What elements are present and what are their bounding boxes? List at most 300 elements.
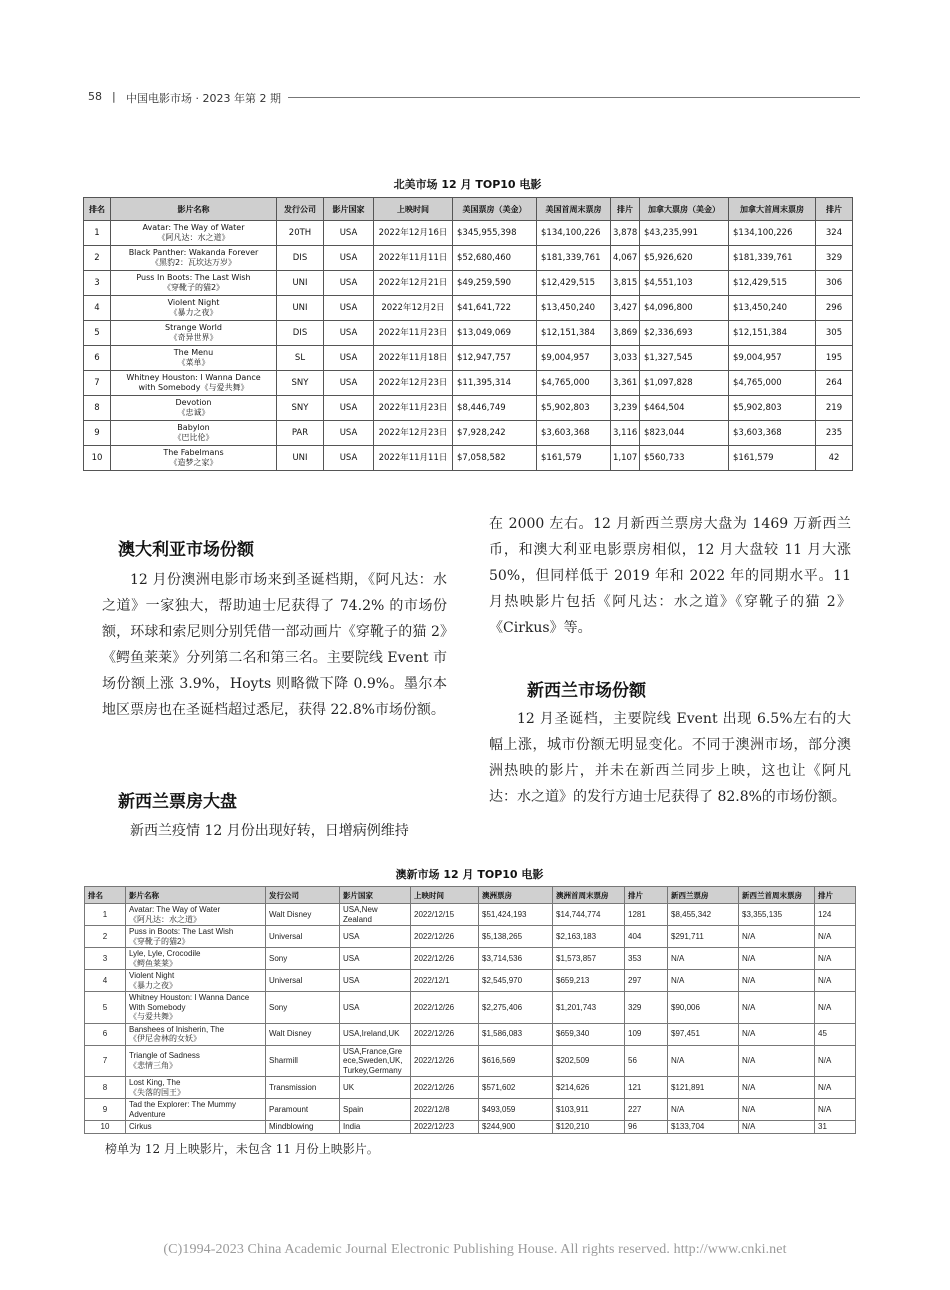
table-cell: 264: [816, 371, 853, 396]
table-cell: USA: [324, 421, 374, 446]
table-cell: USA: [324, 346, 374, 371]
film-title-cn: 《黑豹2：瓦坎达万岁》: [150, 258, 237, 267]
table-cell: [126, 1099, 266, 1121]
table-cell: 195: [816, 346, 853, 371]
table-row: [85, 970, 856, 992]
table-cell: USA: [324, 321, 374, 346]
table-cell: $12,151,384: [537, 321, 611, 346]
table-cell: N/A: [668, 1045, 739, 1077]
table-cell: 2022/12/15: [411, 904, 479, 926]
cell-line: Triangle of Sadness: [129, 1051, 200, 1061]
table-cell: 9: [84, 421, 111, 446]
table-cell: N/A: [815, 926, 856, 948]
film-title-cn: 《穿靴子的猫2》: [162, 283, 225, 292]
paragraph-au-share: 12 月份澳洲电影市场来到圣诞档期，《阿凡达：水之道》一家独大，帮助迪士尼获得了 74.2% 的市场份额，环球和索尼则分别凭借一部动画片《穿靴子的猫 2》《鳄鱼莱莱》分列第二名和第三名。主要院线 Event 市场份额上涨 3.9%，Hoyts 则略微下降 0.9%。墨尔本地区票房也在圣诞档超过悉尼，获得 22.8%市场份额。: [102, 572, 447, 718]
table-row: [85, 926, 856, 948]
table-cell: $52,680,460: [453, 246, 537, 271]
table-cell: USA: [324, 371, 374, 396]
table-cell: 31: [815, 1121, 856, 1134]
table-cell: USA: [324, 246, 374, 271]
table-cell: [126, 926, 266, 948]
table-cell: 3,116: [611, 421, 640, 446]
table-cell: 2: [85, 926, 126, 948]
table-cell: N/A: [739, 1045, 815, 1077]
table-cell: 10: [85, 1121, 126, 1134]
cell-line: 《鳄鱼莱莱》: [129, 958, 177, 968]
table-cell: $616,569: [479, 1045, 553, 1077]
table-cell: $2,336,693: [640, 321, 729, 346]
table-cell: $1,573,857: [553, 948, 625, 970]
table-cell: 6: [85, 1023, 126, 1045]
table-cell: $2,545,970: [479, 970, 553, 992]
table-cell: 2022/12/26: [411, 926, 479, 948]
table-cell: [340, 970, 411, 992]
table-cell: Sharmill: [266, 1045, 340, 1077]
table-cell: $5,926,620: [640, 246, 729, 271]
table-cell: 96: [625, 1121, 668, 1134]
north-america-top10-table: [83, 197, 853, 471]
table-cell: 2022年12月23日: [374, 421, 453, 446]
table-cell: 3,815: [611, 271, 640, 296]
table-row: [85, 992, 856, 1024]
table-cell: $121,891: [668, 1077, 739, 1099]
table-cell: 2022/12/26: [411, 1023, 479, 1045]
table-cell: N/A: [815, 948, 856, 970]
table-cell: N/A: [668, 1099, 739, 1121]
section-title-au-share: 澳大利亚市场份额: [118, 540, 254, 560]
table-cell: 2022/12/23: [411, 1121, 479, 1134]
table-row: [85, 948, 856, 970]
table-cell: [111, 246, 277, 271]
film-title-cn: 《菜单》: [177, 358, 210, 367]
table-cell: 2: [84, 246, 111, 271]
film-title-en: Babylon: [177, 423, 210, 432]
table1-header-cell: 美国票房（美金）: [453, 198, 537, 221]
table-cell: N/A: [815, 970, 856, 992]
paragraph-nz-box-part1: 新西兰疫情 12 月份出现好转，日增病例维持: [130, 823, 409, 839]
table1-header-row: [84, 198, 853, 221]
table-cell: 2022年11月23日: [374, 396, 453, 421]
table-cell: 296: [816, 296, 853, 321]
table-cell: 353: [625, 948, 668, 970]
table-cell: $41,641,722: [453, 296, 537, 321]
table-cell: USA: [324, 271, 374, 296]
table-cell: 2022年11月23日: [374, 321, 453, 346]
cell-line: Violent Night: [129, 971, 175, 980]
table-row: [85, 1121, 856, 1134]
table-cell: $659,340: [553, 1023, 625, 1045]
cell-line: USA: [343, 1002, 360, 1012]
table-cell: $214,626: [553, 1077, 625, 1099]
table-cell: $90,006: [668, 992, 739, 1024]
table-row: [84, 221, 853, 246]
table-cell: 8: [84, 396, 111, 421]
paragraph-nz-box-part2: 在 2000 左右。12 月新西兰票房大盘为 1469 万新西兰币，和澳大利亚电影票房相似，12 月大盘较 11 月大涨 50%，但同样低于 2019 年和 2022 年的同期水平。11 月热映影片包括《阿凡达：水之道》《穿靴子的猫 2》《Cirkus》等。: [489, 516, 851, 636]
header-separator: |: [112, 90, 116, 103]
table-cell: 3,878: [611, 221, 640, 246]
table-row: [85, 1099, 856, 1121]
table-cell: Walt Disney: [266, 1023, 340, 1045]
table-cell: $3,355,135: [739, 904, 815, 926]
cell-line: Whitney Houston: I Wanna Dance: [129, 993, 250, 1002]
table2-header-row: [85, 887, 856, 904]
film-title-en: Whitney Houston: I Wanna Dance: [126, 373, 261, 382]
running-header: [88, 90, 860, 106]
table-cell: $5,138,265: [479, 926, 553, 948]
table2-header-cell: 上映时间: [411, 887, 479, 904]
section-title-nz-share: 新西兰市场份额: [527, 681, 646, 701]
table-cell: USA: [324, 296, 374, 321]
table-cell: $7,928,242: [453, 421, 537, 446]
cell-line: ece,Sweden,UK,: [343, 1056, 403, 1065]
cell-line: 《伊尼舍林的女妖》: [129, 1034, 201, 1043]
table1-header-cell: 影片名称: [111, 198, 277, 221]
table-cell: 2022年12月16日: [374, 221, 453, 246]
table-cell: 1: [85, 904, 126, 926]
table2-header-cell: 影片国家: [340, 887, 411, 904]
table-row: [84, 271, 853, 296]
table-cell: 329: [625, 992, 668, 1024]
table-cell: 9: [85, 1099, 126, 1121]
table-cell: 306: [816, 271, 853, 296]
table-cell: 3,239: [611, 396, 640, 421]
table-cell: 4,067: [611, 246, 640, 271]
table2-header-cell: 澳洲首周末票房: [553, 887, 625, 904]
table-cell: N/A: [815, 992, 856, 1024]
table-row: [84, 421, 853, 446]
table-cell: $291,711: [668, 926, 739, 948]
table-cell: [126, 1077, 266, 1099]
film-title-en: The Menu: [173, 348, 214, 357]
table-cell: $244,900: [479, 1121, 553, 1134]
table-cell: $11,395,314: [453, 371, 537, 396]
cell-line: 《暴力之夜》: [129, 980, 177, 990]
table-cell: USA: [324, 396, 374, 421]
table-cell: [111, 446, 277, 471]
table-cell: $133,704: [668, 1121, 739, 1134]
table2-header-cell: 澳洲票房: [479, 887, 553, 904]
table-cell: USA: [324, 446, 374, 471]
table-cell: 404: [625, 926, 668, 948]
header-rule: [288, 97, 860, 98]
table-cell: SL: [277, 346, 324, 371]
table-cell: 2022年11月11日: [374, 446, 453, 471]
table-cell: N/A: [739, 926, 815, 948]
table2-header-cell: 影片名称: [126, 887, 266, 904]
table2-header-cell: 排片: [815, 887, 856, 904]
table-cell: 329: [816, 246, 853, 271]
table-cell: $5,902,803: [729, 396, 816, 421]
table-cell: Sony: [266, 992, 340, 1024]
table-cell: $181,339,761: [537, 246, 611, 271]
table1-header-cell: 排名: [84, 198, 111, 221]
film-title-cn: 《阿凡达：水之道》: [157, 233, 230, 242]
table-cell: $181,339,761: [729, 246, 816, 271]
table-cell: [111, 371, 277, 396]
table-cell: Paramount: [266, 1099, 340, 1121]
table-cell: 2022年11月11日: [374, 246, 453, 271]
film-title-cn: with Somebody《与爱共舞》: [138, 383, 249, 392]
table-cell: $202,509: [553, 1045, 625, 1077]
table-cell: SNY: [277, 371, 324, 396]
table-cell: USA: [324, 221, 374, 246]
table-cell: $5,902,803: [537, 396, 611, 421]
film-title-cn: 《造梦之家》: [169, 458, 218, 467]
table-cell: [111, 321, 277, 346]
table-cell: [340, 1077, 411, 1099]
table-cell: N/A: [739, 1077, 815, 1099]
table1-header-cell: 加拿大票房（美金）: [640, 198, 729, 221]
table-cell: $560,733: [640, 446, 729, 471]
cell-line: USA,New: [343, 905, 378, 914]
table-cell: $4,765,000: [537, 371, 611, 396]
table-cell: 2022年12月23日: [374, 371, 453, 396]
table-row: [84, 371, 853, 396]
table1-header-cell: 影片国家: [324, 198, 374, 221]
cell-line: With Somebody: [129, 1002, 186, 1012]
table-cell: $13,450,240: [537, 296, 611, 321]
table-cell: 235: [816, 421, 853, 446]
table-cell: $8,446,749: [453, 396, 537, 421]
table-cell: [126, 1023, 266, 1045]
table-cell: [126, 1045, 266, 1077]
table-cell: $13,450,240: [729, 296, 816, 321]
table1-header-cell: 上映时间: [374, 198, 453, 221]
cell-line: USA,France,Gre: [343, 1046, 403, 1056]
table-cell: $161,579: [729, 446, 816, 471]
table1-header-cell: 发行公司: [277, 198, 324, 221]
table-cell: $97,451: [668, 1023, 739, 1045]
table-cell: 324: [816, 221, 853, 246]
table-cell: $823,044: [640, 421, 729, 446]
table2-header-cell: 发行公司: [266, 887, 340, 904]
table-cell: $12,429,515: [729, 271, 816, 296]
table1-header-cell: 排片: [611, 198, 640, 221]
table-row: [84, 446, 853, 471]
table-cell: $120,210: [553, 1121, 625, 1134]
cell-line: Turkey,Germany: [343, 1065, 402, 1075]
table-cell: N/A: [815, 1077, 856, 1099]
table-cell: [126, 948, 266, 970]
film-title-en: Black Panther: Wakanda Forever: [128, 248, 259, 257]
table-cell: N/A: [739, 970, 815, 992]
table-cell: 42: [816, 446, 853, 471]
table-row: [85, 1077, 856, 1099]
table-cell: $7,058,582: [453, 446, 537, 471]
table-cell: $8,455,342: [668, 904, 739, 926]
table2-header-cell: 新西兰首周末票房: [739, 887, 815, 904]
table-cell: Universal: [266, 970, 340, 992]
table-cell: $9,004,957: [729, 346, 816, 371]
table-cell: $3,714,536: [479, 948, 553, 970]
table-cell: $493,059: [479, 1099, 553, 1121]
cell-line: 《阿凡达：水之道》: [129, 914, 201, 924]
table-cell: Mindblowing: [266, 1121, 340, 1134]
table-cell: [340, 1023, 411, 1045]
table-row: [84, 296, 853, 321]
table-cell: N/A: [739, 992, 815, 1024]
film-title-en: Violent Night: [167, 298, 220, 307]
table-cell: 1,107: [611, 446, 640, 471]
table-cell: $2,163,183: [553, 926, 625, 948]
cell-line: 《穿靴子的猫2》: [129, 936, 190, 946]
table-row: [85, 904, 856, 926]
table-cell: 2022/12/26: [411, 992, 479, 1024]
cell-line: Avatar: The Way of Water: [129, 905, 221, 914]
table-cell: N/A: [739, 1121, 815, 1134]
section-title-nz-box: 新西兰票房大盘: [118, 792, 237, 812]
film-title-en: Strange World: [165, 323, 222, 332]
table-cell: $1,586,083: [479, 1023, 553, 1045]
table-cell: PAR: [277, 421, 324, 446]
table-cell: 2022年12月2日: [374, 296, 453, 321]
table-cell: [340, 926, 411, 948]
table-row: [85, 1023, 856, 1045]
table-cell: $3,603,368: [729, 421, 816, 446]
table-cell: N/A: [815, 1045, 856, 1077]
table-cell: 3,033: [611, 346, 640, 371]
table-cell: 20TH: [277, 221, 324, 246]
film-title-en: Avatar: The Way of Water: [142, 223, 245, 232]
table-cell: [111, 346, 277, 371]
table-cell: $4,096,800: [640, 296, 729, 321]
table-cell: N/A: [668, 948, 739, 970]
cell-line: UK: [343, 1082, 355, 1092]
table-cell: N/A: [739, 948, 815, 970]
table-cell: N/A: [739, 1023, 815, 1045]
au-nz-top10-table: [84, 886, 856, 1134]
table2-header-cell: 新西兰票房: [668, 887, 739, 904]
table-cell: $161,579: [537, 446, 611, 471]
table-cell: 8: [85, 1077, 126, 1099]
table-cell: UNI: [277, 271, 324, 296]
table2-caption: 澳新市场 12 月 TOP10 电影: [395, 868, 544, 881]
journal-title: 中国电影市场 · 2023 年第 2 期: [126, 92, 281, 105]
table-cell: 2022/12/26: [411, 1077, 479, 1099]
table-row: [85, 1045, 856, 1077]
cell-line: USA: [343, 953, 360, 963]
table-cell: [111, 271, 277, 296]
table-cell: 7: [84, 371, 111, 396]
table-cell: $13,049,069: [453, 321, 537, 346]
cell-line: Zealand: [343, 914, 372, 924]
table-cell: 5: [84, 321, 111, 346]
table-cell: 121: [625, 1077, 668, 1099]
film-title-en: Devotion: [175, 398, 212, 407]
table-cell: $134,100,226: [537, 221, 611, 246]
copyright-footer: (C)1994-2023 China Academic Journal Electronic Publishing House. All rights reserved. http://www.cnki.net: [163, 1242, 787, 1257]
table-cell: $3,603,368: [537, 421, 611, 446]
cell-line: USA,Ireland,UK: [343, 1029, 400, 1039]
page-number: 58: [88, 90, 102, 103]
table-cell: 56: [625, 1045, 668, 1077]
table-cell: 2022/12/26: [411, 1045, 479, 1077]
table-cell: $1,327,545: [640, 346, 729, 371]
cell-line: 《与爱共舞》: [129, 1012, 177, 1021]
table-cell: [340, 904, 411, 926]
table-cell: 3,869: [611, 321, 640, 346]
table-cell: $9,004,957: [537, 346, 611, 371]
table-cell: [111, 221, 277, 246]
table-cell: N/A: [739, 1099, 815, 1121]
table-cell: [126, 1121, 266, 1134]
table-cell: UNI: [277, 296, 324, 321]
table-cell: Transmission: [266, 1077, 340, 1099]
table-row: [84, 396, 853, 421]
table-cell: 2022年12月21日: [374, 271, 453, 296]
cell-line: 《失落的国王》: [129, 1087, 185, 1097]
table-cell: Walt Disney: [266, 904, 340, 926]
table-cell: $134,100,226: [729, 221, 816, 246]
cell-line: Adventure: [129, 1109, 166, 1119]
cell-line: Lost King, The: [129, 1078, 181, 1087]
cell-line: Spain: [343, 1104, 364, 1114]
table-cell: $12,947,757: [453, 346, 537, 371]
table-cell: $1,097,828: [640, 371, 729, 396]
table-cell: 10: [84, 446, 111, 471]
table-cell: 6: [84, 346, 111, 371]
table1-caption: 北美市场 12 月 TOP10 电影: [393, 178, 542, 191]
cell-line: Lyle, Lyle, Crocodile: [129, 949, 201, 958]
table2-header-cell: 排名: [85, 887, 126, 904]
table-cell: 1281: [625, 904, 668, 926]
table-cell: SNY: [277, 396, 324, 421]
table-cell: 3,361: [611, 371, 640, 396]
table-cell: 3,427: [611, 296, 640, 321]
table-cell: [340, 992, 411, 1024]
table-cell: [340, 1099, 411, 1121]
table-cell: [340, 948, 411, 970]
table-cell: 3: [85, 948, 126, 970]
table-cell: 3: [84, 271, 111, 296]
film-title-en: The Fabelmans: [163, 448, 224, 457]
table-cell: [126, 970, 266, 992]
table-cell: $51,424,193: [479, 904, 553, 926]
table1-header-cell: 美国首周末票房: [537, 198, 611, 221]
table-cell: [340, 1045, 411, 1077]
table-cell: $49,259,590: [453, 271, 537, 296]
table1-header-cell: 排片: [816, 198, 853, 221]
table-cell: 7: [85, 1045, 126, 1077]
table-cell: [126, 904, 266, 926]
table-cell: 227: [625, 1099, 668, 1121]
table-cell: 4: [85, 970, 126, 992]
table-cell: 1: [84, 221, 111, 246]
table-cell: $12,151,384: [729, 321, 816, 346]
table-cell: Sony: [266, 948, 340, 970]
table-cell: 4: [84, 296, 111, 321]
table-row: [84, 246, 853, 271]
table-cell: 5: [85, 992, 126, 1024]
table-cell: 2022/12/1: [411, 970, 479, 992]
table-cell: $103,911: [553, 1099, 625, 1121]
table-row: [84, 321, 853, 346]
table-note: 榜单为 12 月上映影片，未包含 11 月份上映影片。: [105, 1142, 379, 1156]
table-cell: $4,765,000: [729, 371, 816, 396]
table-cell: 297: [625, 970, 668, 992]
table-cell: [126, 992, 266, 1024]
table-cell: N/A: [815, 1099, 856, 1121]
table-cell: [340, 1121, 411, 1134]
table-cell: 45: [815, 1023, 856, 1045]
table-cell: $2,275,406: [479, 992, 553, 1024]
table-cell: [111, 296, 277, 321]
table-cell: $345,955,398: [453, 221, 537, 246]
table-row: [84, 346, 853, 371]
film-title-cn: 《忠诚》: [177, 408, 210, 417]
cell-line: Banshees of Inisherin, The: [129, 1024, 225, 1034]
table-cell: 2022/12/26: [411, 948, 479, 970]
